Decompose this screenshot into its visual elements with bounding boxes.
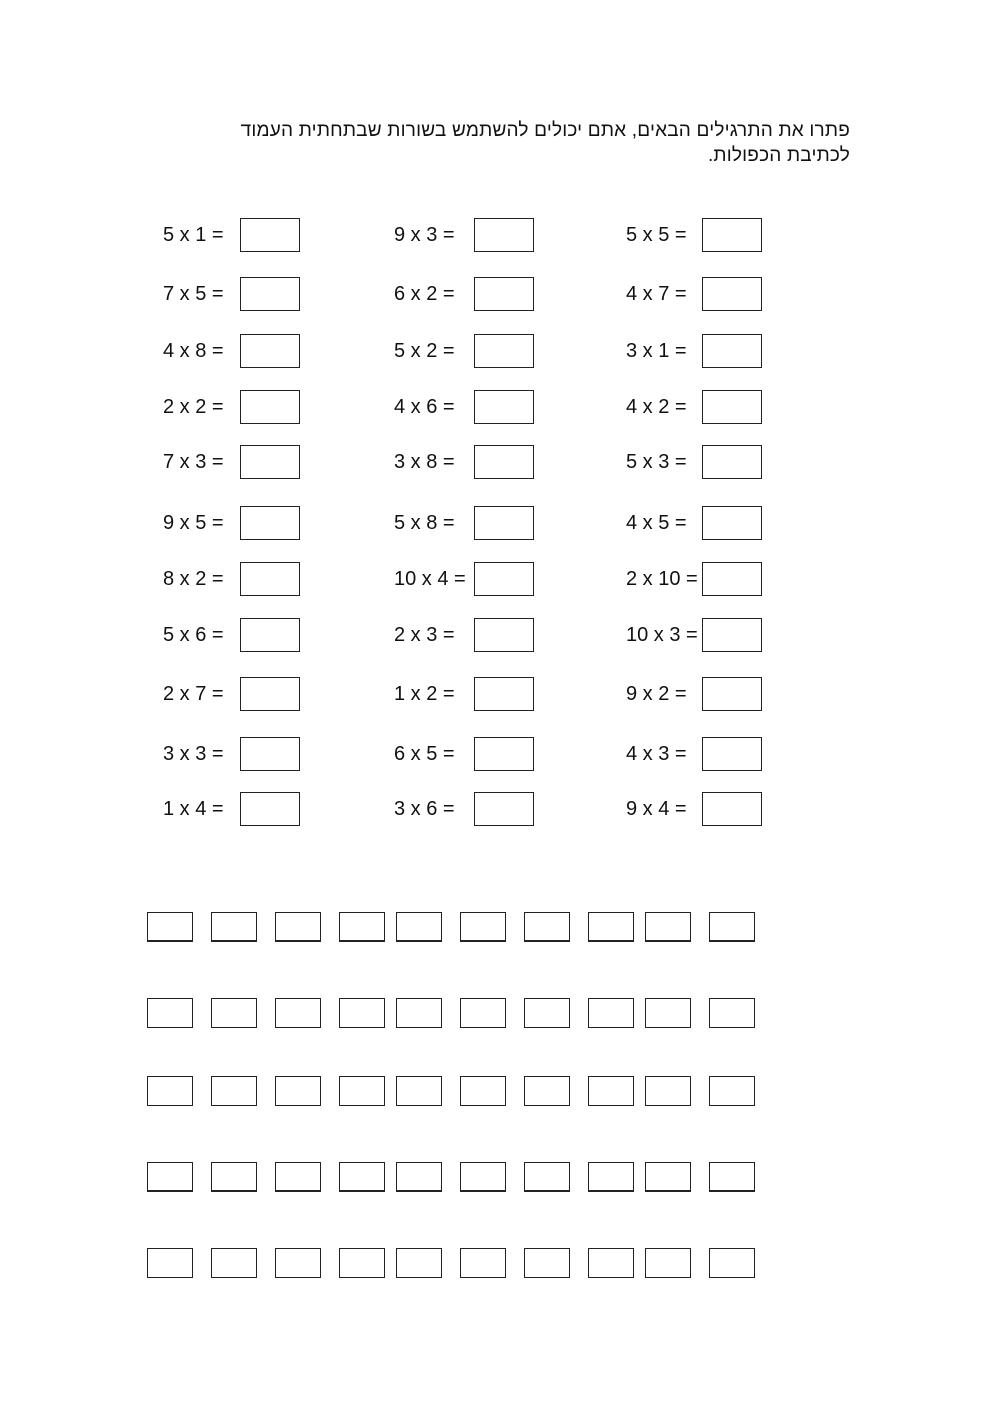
workspace-box[interactable] xyxy=(460,1162,506,1192)
exercise-label: 3 x 3 = xyxy=(163,743,224,765)
exercise-label: 2 x 10 = xyxy=(626,568,698,590)
exercise-label: 4 x 2 = xyxy=(626,396,687,418)
workspace-box[interactable] xyxy=(396,998,442,1028)
exercise-label: 2 x 2 = xyxy=(163,396,224,418)
exercise-label: 6 x 2 = xyxy=(394,283,455,305)
workspace-box[interactable] xyxy=(645,998,691,1028)
workspace-box[interactable] xyxy=(460,998,506,1028)
answer-box[interactable] xyxy=(474,618,534,652)
answer-box[interactable] xyxy=(702,506,762,540)
workspace-box[interactable] xyxy=(211,1076,257,1106)
workspace-box[interactable] xyxy=(709,912,755,942)
answer-box[interactable] xyxy=(702,562,762,596)
workspace-box[interactable] xyxy=(645,912,691,942)
answer-box[interactable] xyxy=(240,506,300,540)
workspace-box[interactable] xyxy=(147,1248,193,1278)
answer-box[interactable] xyxy=(702,334,762,368)
answer-box[interactable] xyxy=(474,792,534,826)
workspace-box[interactable] xyxy=(588,1162,634,1192)
exercise-label: 3 x 1 = xyxy=(626,340,687,362)
workspace-box[interactable] xyxy=(645,1162,691,1192)
exercise-label: 5 x 3 = xyxy=(626,451,687,473)
exercise-label: 9 x 5 = xyxy=(163,512,224,534)
exercise-label: 10 x 4 = xyxy=(394,568,466,590)
answer-box[interactable] xyxy=(474,677,534,711)
answer-box[interactable] xyxy=(240,562,300,596)
workspace-box[interactable] xyxy=(339,1248,385,1278)
answer-box[interactable] xyxy=(702,618,762,652)
workspace-box[interactable] xyxy=(588,912,634,942)
answer-box[interactable] xyxy=(240,792,300,826)
answer-box[interactable] xyxy=(240,618,300,652)
workspace-box[interactable] xyxy=(396,912,442,942)
exercise-label: 2 x 3 = xyxy=(394,624,455,646)
exercise-label: 5 x 8 = xyxy=(394,512,455,534)
workspace-box[interactable] xyxy=(588,1248,634,1278)
answer-box[interactable] xyxy=(240,677,300,711)
workspace-box[interactable] xyxy=(396,1248,442,1278)
answer-box[interactable] xyxy=(702,218,762,252)
workspace-box[interactable] xyxy=(709,1248,755,1278)
workspace-box[interactable] xyxy=(275,912,321,942)
exercise-label: 2 x 7 = xyxy=(163,683,224,705)
workspace-box[interactable] xyxy=(147,1076,193,1106)
workspace-box[interactable] xyxy=(147,912,193,942)
exercise-label: 1 x 4 = xyxy=(163,798,224,820)
workspace-box[interactable] xyxy=(645,1248,691,1278)
workspace-box[interactable] xyxy=(147,998,193,1028)
exercise-label: 9 x 2 = xyxy=(626,683,687,705)
workspace-box[interactable] xyxy=(709,998,755,1028)
answer-box[interactable] xyxy=(474,445,534,479)
answer-box[interactable] xyxy=(702,677,762,711)
exercise-label: 8 x 2 = xyxy=(163,568,224,590)
answer-box[interactable] xyxy=(474,506,534,540)
exercise-label: 5 x 5 = xyxy=(626,224,687,246)
workspace-box[interactable] xyxy=(339,1076,385,1106)
exercise-label: 7 x 5 = xyxy=(163,283,224,305)
answer-box[interactable] xyxy=(702,737,762,771)
workspace-box[interactable] xyxy=(339,912,385,942)
answer-box[interactable] xyxy=(702,445,762,479)
answer-box[interactable] xyxy=(474,277,534,311)
exercise-label: 5 x 2 = xyxy=(394,340,455,362)
workspace-box[interactable] xyxy=(524,912,570,942)
answer-box[interactable] xyxy=(474,737,534,771)
instructions xyxy=(190,118,850,168)
answer-box[interactable] xyxy=(474,218,534,252)
answer-box[interactable] xyxy=(702,277,762,311)
workspace-box[interactable] xyxy=(709,1076,755,1106)
workspace-box[interactable] xyxy=(211,1248,257,1278)
workspace-box[interactable] xyxy=(524,1076,570,1106)
exercise-label: 1 x 2 = xyxy=(394,683,455,705)
workspace-box[interactable] xyxy=(211,998,257,1028)
workspace-box[interactable] xyxy=(275,998,321,1028)
exercise-label: 7 x 3 = xyxy=(163,451,224,473)
workspace-box[interactable] xyxy=(524,998,570,1028)
answer-box[interactable] xyxy=(240,390,300,424)
workspace-box[interactable] xyxy=(645,1076,691,1106)
workspace-box[interactable] xyxy=(275,1248,321,1278)
exercise-label: 6 x 5 = xyxy=(394,743,455,765)
answer-box[interactable] xyxy=(474,562,534,596)
exercise-label: 4 x 7 = xyxy=(626,283,687,305)
workspace-box[interactable] xyxy=(147,1162,193,1192)
workspace-box[interactable] xyxy=(524,1248,570,1278)
workspace-box[interactable] xyxy=(588,998,634,1028)
instructions-line-2: לכתיבת הכפולות. xyxy=(707,145,850,166)
answer-box[interactable] xyxy=(240,737,300,771)
answer-box[interactable] xyxy=(240,277,300,311)
answer-box[interactable] xyxy=(474,334,534,368)
exercise-label: 4 x 5 = xyxy=(626,512,687,534)
workspace-box[interactable] xyxy=(460,912,506,942)
workspace-box[interactable] xyxy=(588,1076,634,1106)
workspace-box[interactable] xyxy=(460,1248,506,1278)
exercise-label: 5 x 6 = xyxy=(163,624,224,646)
workspace-box[interactable] xyxy=(211,912,257,942)
workspace-box[interactable] xyxy=(709,1162,755,1192)
workspace-box[interactable] xyxy=(339,1162,385,1192)
workspace-box[interactable] xyxy=(460,1076,506,1106)
answer-box[interactable] xyxy=(474,390,534,424)
workspace-box[interactable] xyxy=(211,1162,257,1192)
instructions-line-1: פתרו את התרגילים הבאים, אתם יכולים להשתמש בשורות שבתחתית העמוד xyxy=(240,120,850,141)
exercise-label: 4 x 6 = xyxy=(394,396,455,418)
answer-box[interactable] xyxy=(702,792,762,826)
workspace-box[interactable] xyxy=(396,1162,442,1192)
exercise-label: 3 x 8 = xyxy=(394,451,455,473)
workspace-box[interactable] xyxy=(275,1162,321,1192)
answer-box[interactable] xyxy=(702,390,762,424)
exercise-label: 4 x 3 = xyxy=(626,743,687,765)
workspace-box[interactable] xyxy=(275,1076,321,1106)
answer-box[interactable] xyxy=(240,218,300,252)
workspace-box[interactable] xyxy=(524,1162,570,1192)
exercise-label: 3 x 6 = xyxy=(394,798,455,820)
workspace-box[interactable] xyxy=(339,998,385,1028)
exercise-label: 9 x 4 = xyxy=(626,798,687,820)
answer-box[interactable] xyxy=(240,445,300,479)
exercise-label: 5 x 1 = xyxy=(163,224,224,246)
exercise-label: 9 x 3 = xyxy=(394,224,455,246)
exercise-label: 4 x 8 = xyxy=(163,340,224,362)
exercise-label: 10 x 3 = xyxy=(626,624,698,646)
answer-box[interactable] xyxy=(240,334,300,368)
workspace-box[interactable] xyxy=(396,1076,442,1106)
